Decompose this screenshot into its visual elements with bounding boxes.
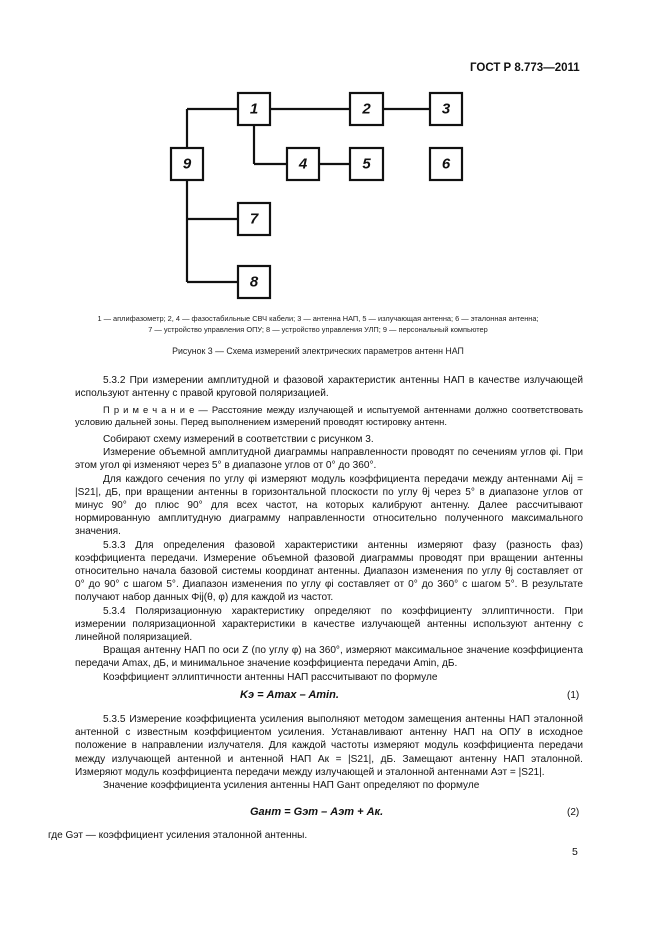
block-9: [171, 148, 203, 180]
note-block: [75, 404, 583, 428]
figure-legend: [48, 313, 588, 335]
formula-2: Gант = Gэт – Aэт + Aк.: [250, 806, 384, 818]
para-ellipticity: Коэффициент эллиптичности антенны НАП рассчитывают по формуле: [103, 671, 438, 683]
block-5: [350, 148, 383, 180]
svg-text:4: 4: [298, 155, 308, 173]
formula-1-number: (1): [567, 690, 580, 701]
para-volume: Измерение объемной амплитудной диаграммы направленности проводят по сечениям углов φi. При этом угол φi изменяют через 5° в диапазоне углов от 0° до 360°.: [75, 447, 583, 472]
legend-line-2: 7 — устройство управления ОПУ; 8 — устройство управления УЛП; 9 — персональный компьютер: [148, 325, 488, 334]
svg-text:5: 5: [362, 155, 371, 173]
para-assemble: Собирают схему измерений в соответствии с рисунком 3.: [103, 434, 374, 445]
standard-header: ГОСТ Р 8.773—2011: [470, 62, 580, 74]
svg-text:6: 6: [441, 155, 451, 173]
block-4: [287, 148, 319, 180]
para-5-3-3: 5.3.3 Для определения фазовой характеристики антенны измеряют фазу (разность фаз) коэффициента передачи. Измерение объемной фазовой диаграммы проводят при вращении антенны относительно начала базовой системы координат антенны. Диапазон изменения по углу θj составляет от 0° до 90° с шагом 5°. Диапазон изменения по углу φi составляет от 0° до 360° с шагом 5°. В результате получают набор данных Φij(θ, φ) для каждой из частот.: [75, 539, 583, 604]
para-gain: Значение коэффициента усиления антенны НАП Gант определяют по формуле: [103, 780, 480, 792]
block-1: [238, 93, 270, 125]
block-6: [430, 148, 462, 180]
block-8: [238, 266, 270, 298]
figure-caption: Рисунок 3 — Схема измерений электрических параметров антенн НАП: [172, 346, 464, 356]
para-5-3-2: 5.3.2 При измерении амплитудной и фазовой характеристик антенны НАП в качестве излучающей используют антенну с правой круговой поляризацией.: [75, 375, 583, 400]
svg-text:7: 7: [249, 210, 259, 228]
formula-2-number: (2): [567, 807, 580, 818]
block-3: [430, 93, 462, 125]
note-label: П р и м е ч а н и е: [103, 404, 195, 415]
body-block-2: [75, 433, 583, 684]
svg-text:1: 1: [249, 100, 259, 118]
note-text: — Расстояние между излучающей и испытуемой антеннами должно соответствовать условию дальней зоны. Перед выполнением измерений проводят юстировку антенн.: [75, 404, 583, 427]
svg-text:9: 9: [182, 155, 192, 173]
svg-text:2: 2: [362, 100, 371, 118]
block-2: [350, 93, 383, 125]
block-7: [238, 203, 270, 235]
svg-text:8: 8: [249, 273, 259, 291]
para-section: Для каждого сечения по углу φi измеряют модуль коэффициента передачи между антеннами Aij = |S21|, дБ, при вращении антенны в горизонтальной плоскости по углу θj через 5° в диапазоне углов от минус 90° до плюс 90° для всех частот, на которых калибруют антенну. Далее рассчитывают нормированную амплитудную диаграмму направленности относительно полученного максимального значения.: [75, 473, 583, 538]
measurement-diagram: [0, 0, 661, 310]
svg-text:3: 3: [441, 100, 451, 118]
body-block-1: [75, 374, 583, 400]
where-line: где Gэт — коэффициент усиления эталонной антенны.: [48, 830, 308, 841]
page-number: 5: [572, 846, 578, 858]
para-5-3-5: 5.3.5 Измерение коэффициента усиления выполняют методом замещения антенны НАП эталонной антенной с известным коэффициентом усиления. Устанавливают антенну НАП на ОПУ в исходное положение в направлении излучателя. Для каждой частоты измеряют модуль коэффициента передачи между излучающей антенной и антенной НАП Aк = |S21|, дБ. Замещают антенну НАП эталонной. Измеряют модуль коэффициента передачи между излучающей и эталонной антеннами Aэт = |S21|.: [75, 714, 583, 778]
formula-1: Kэ = Amax – Amin.: [240, 689, 339, 701]
legend-line-1: 1 — аплифазометр; 2, 4 — фазостабильные СВЧ кабели; 3 — антенна НАП, 5 — излучающая антенна; 6 — эталонная антенна;: [97, 314, 539, 323]
para-5-3-4: 5.3.4 Поляризационную характеристику определяют по коэффициенту эллиптичности. При измерении поляризационной характеристики в качестве излучающей антенны используют антенну с линейной поляризацией.: [75, 605, 583, 644]
body-block-3: [75, 713, 583, 792]
para-rotate: Вращая антенну НАП по оси Z (по углу φ) на 360°, измеряют максимальное значение коэффициента передачи Amax, дБ, и минимальное значение коэффициента передачи Amin, дБ.: [75, 645, 583, 670]
